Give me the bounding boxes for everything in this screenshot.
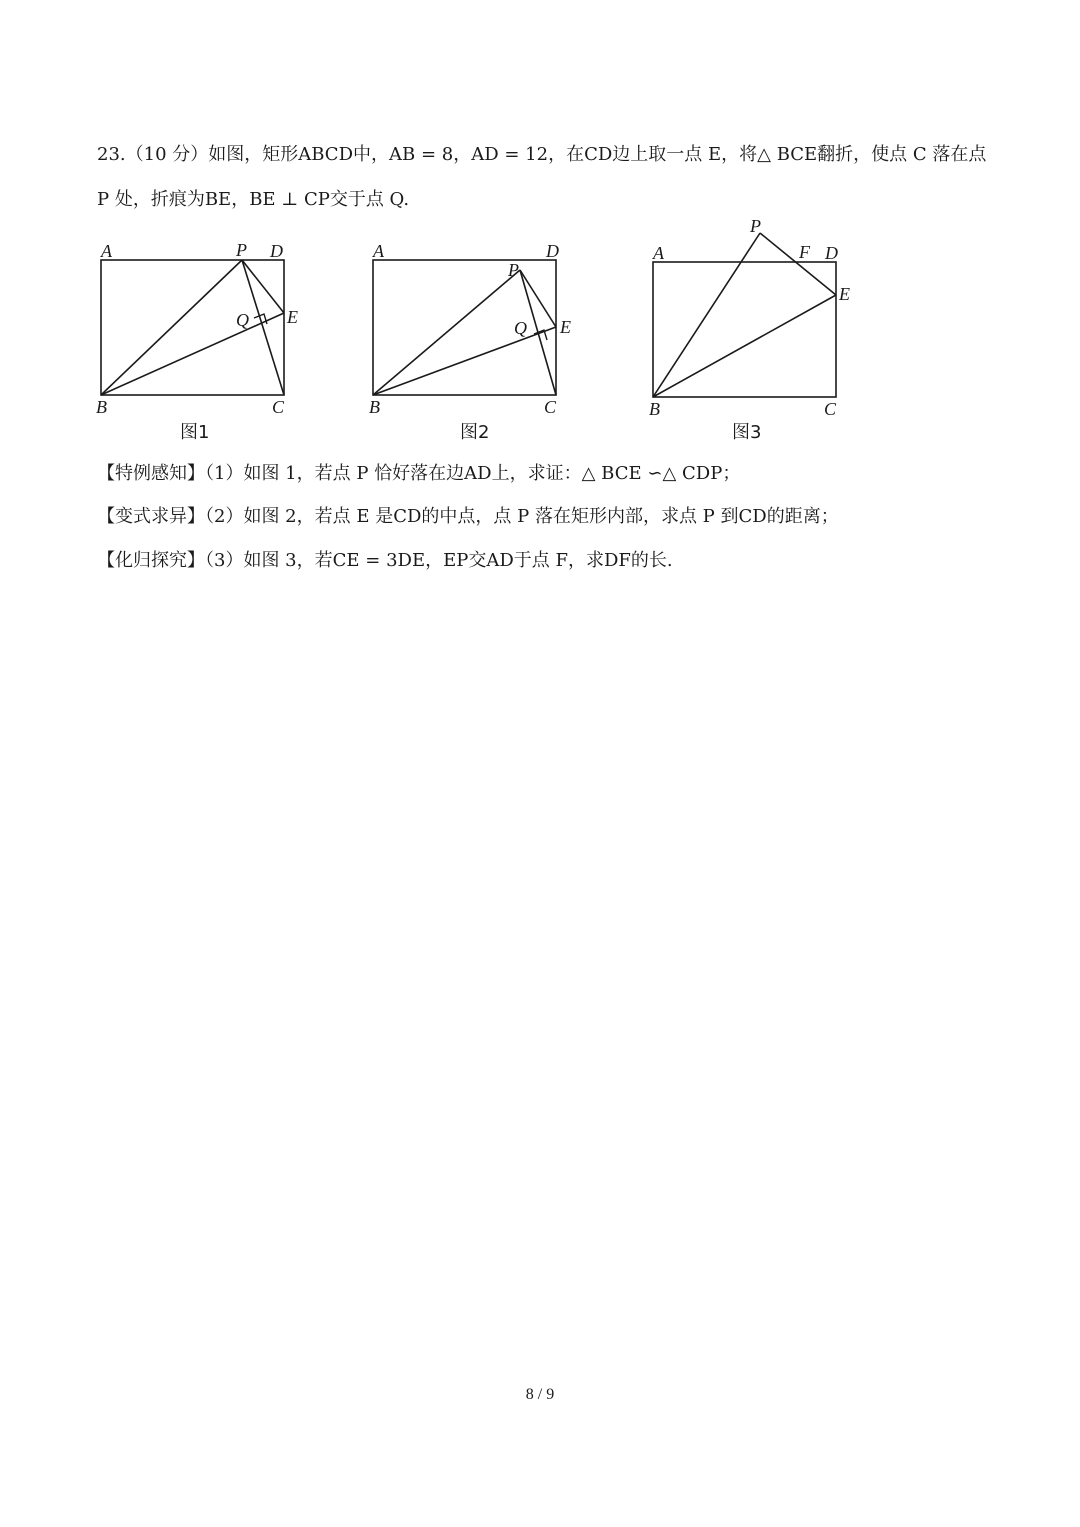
- question-2-tag: 【变式求异】: [97, 506, 205, 527]
- fig2-label-A: A: [373, 241, 384, 261]
- fig1-label-D: D: [270, 241, 283, 261]
- fig1-label-C: C: [272, 397, 285, 417]
- fig2-label-P: P: [508, 260, 519, 280]
- fig3-label-A: A: [653, 243, 664, 263]
- figure-2-diagram: [373, 260, 556, 395]
- fig2-label-D: D: [546, 241, 559, 261]
- question-3: [97, 546, 673, 572]
- figure-2-rectangle: [373, 260, 556, 395]
- fig2-label-Q: Q: [514, 318, 527, 338]
- fig3-caption: 图3: [732, 422, 762, 443]
- fig3-label-B: B: [649, 399, 660, 419]
- question-2-text: （2）如图 2，若点 E 是CD的中点，点 P 落在矩形内部，求点 P 到CD的距离；: [205, 506, 839, 527]
- problem-statement-line-1: 23.（10 分）如图，矩形ABCD中，AB = 8，AD = 12，在CD边上取一点 E，将△ BCE翻折，使点 C 落在点: [97, 144, 987, 165]
- page-number: 8 / 9: [525, 1386, 555, 1403]
- question-1-tag: 【特例感知】: [97, 463, 205, 484]
- fig2-label-C: C: [544, 397, 557, 417]
- fig1-label-Q: Q: [236, 310, 249, 330]
- fig1-label-E: E: [287, 307, 298, 327]
- question-2: [97, 502, 839, 528]
- fig1-label-A: A: [101, 241, 112, 261]
- fig1-caption: 图1: [180, 422, 210, 443]
- fig3-label-F: F: [799, 242, 810, 262]
- fig2-label-B: B: [369, 397, 380, 417]
- fig2-label-E: E: [560, 317, 571, 337]
- fig2-caption: 图2: [460, 422, 490, 443]
- question-1: [97, 459, 740, 485]
- geometry-figures: [0, 210, 1080, 450]
- fig3-label-D: D: [825, 243, 838, 263]
- fig1-label-B: B: [96, 397, 107, 417]
- question-3-tag: 【化归探究】: [97, 550, 205, 571]
- question-1-text: （1）如图 1，若点 P 恰好落在边AD上，求证：△ BCE ∽△ CDP；: [205, 463, 741, 484]
- question-3-text: （3）如图 3，若CE = 3DE，EP交AD于点 F，求DF的长.: [205, 550, 673, 571]
- figure-3-rectangle: [653, 262, 836, 397]
- figure-1-diagram: [101, 260, 284, 395]
- fig3-label-P: P: [750, 216, 761, 236]
- fig1-label-P: P: [236, 240, 247, 260]
- fig3-label-C: C: [824, 399, 837, 419]
- problem-statement-line-2: P 处，折痕为BE，BE ⊥ CP交于点 Q.: [97, 189, 410, 210]
- figure-1-rectangle: [101, 260, 284, 395]
- fig3-label-E: E: [839, 284, 850, 304]
